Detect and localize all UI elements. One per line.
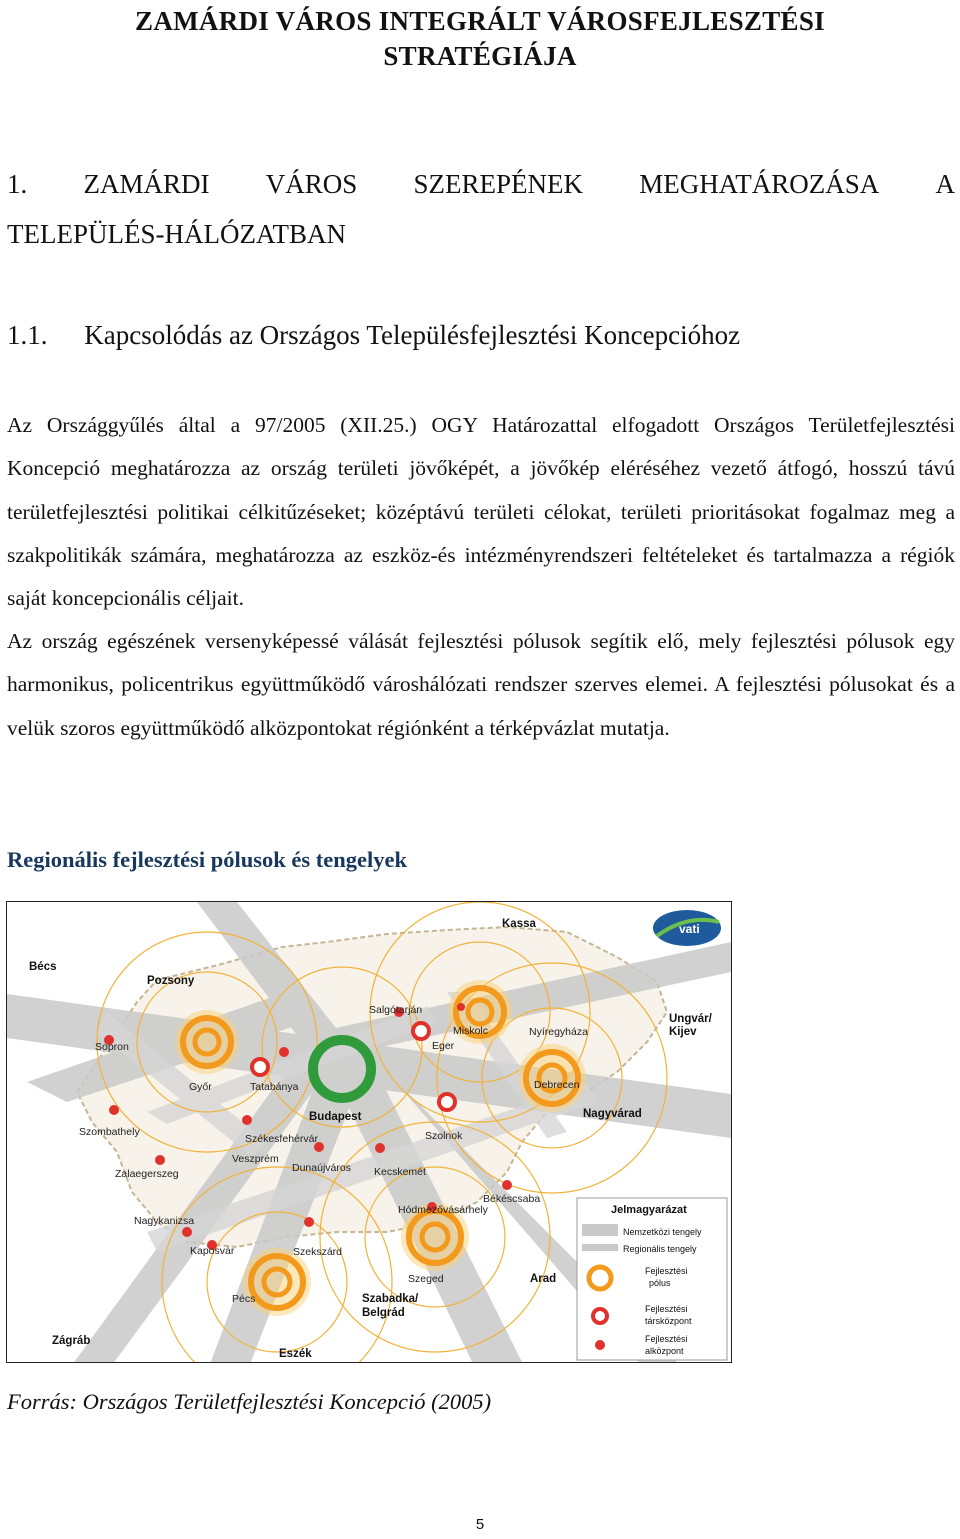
city-tatabanya: Tatabánya [250,1081,299,1093]
figure-source: Forrás: Országos Területfejlesztési Koncepció (2005) [7,1389,492,1414]
city-eger: Eger [432,1040,455,1052]
city-szabadka: Szabadka/ [362,1293,419,1305]
city-ungvar: Ungvár/ [669,1013,712,1025]
section-heading-line-2: TELEPÜLÉS-HÁLÓZATBAN [7,219,346,249]
city-hodmezovasarhely: Hódmezővásárhely [398,1204,488,1216]
paragraph-2: Az ország egészének versenyképessé válását fejlesztési pólusok segítik elő, mely fejlesztési pólusok egy harmonikus, policentrikus együttműködő városhálózati rendszer szerves elemei. A fejlesztési pólusokat és a velük szoros együttműködő alközpontokat régiónként a térképvázlat mutatja. [7,629,955,740]
city-belgrad: Belgrád [362,1307,405,1319]
city-pozsony: Pozsony [147,975,195,987]
city-kassa: Kassa [502,918,536,930]
header-line-2: STRATÉGIÁJA [383,41,577,71]
city-szombathely: Szombathely [79,1126,140,1138]
city-nagykanizsa: Nagykanizsa [134,1215,195,1227]
legend-pole-line2: pólus [649,1278,671,1288]
heading-word: MEGHATÁROZÁSA [639,169,880,199]
legend-title: Jelmagyarázat [611,1204,687,1216]
legend-copole-line2: társközpont [645,1316,692,1326]
city-kijev: Kijev [669,1026,697,1038]
pole-pecs [243,1248,311,1316]
legend-reg-axis: Regionális tengely [623,1244,697,1254]
city-arad: Arad [530,1273,557,1285]
city-veszprem: Veszprém [232,1153,279,1165]
city-szekszard: Szekszárd [293,1246,343,1258]
regional-poles-map [6,901,732,1363]
city-budapest: Budapest [309,1111,362,1123]
map-legend [577,1198,727,1360]
city-salgotarjan: Salgótarján [369,1004,423,1016]
heading-word: ZAMÁRDI [83,169,210,199]
city-zalaegerszeg: Zalaegerszeg [115,1168,179,1180]
city-szolnok: Szolnok [425,1130,463,1142]
pole-gyor [175,1010,239,1074]
legend-pole-line1: Fejlesztési [645,1266,688,1276]
legend-sub-line1: Fejlesztési [645,1334,688,1344]
city-sopron: Sopron [95,1041,129,1053]
page-number: 5 [475,1516,485,1533]
subsection-title: Kapcsolódás az Országos Településfejlesztési Koncepcióhoz [84,320,741,350]
legend-intl-axis: Nemzetközi tengely [623,1227,702,1237]
city-dunaujvaros: Dunaújváros [292,1162,351,1174]
city-becs: Bécs [29,961,57,973]
section-heading [7,171,955,248]
subsection-heading [7,320,740,351]
city-bekescsaba: Békéscsaba [483,1193,541,1205]
pole-debrecen [518,1044,586,1112]
city-szekesfehervar: Székesfehérvár [245,1133,318,1145]
city-eszek: Eszék [279,1348,312,1360]
heading-word: SZEREPÉNEK [413,169,583,199]
subsection-number: 1.1. [7,320,48,350]
document-header [0,6,960,72]
city-szeged: Szeged [408,1273,444,1285]
city-kaposvar: Kaposvár [190,1245,235,1257]
paragraph-1: Az Országgyűlés által a 97/2005 (XII.25.) OGY Határozattal elfogadott Országos Területfejlesztési Koncepció meghatározza az ország területi jövőképét, a jövőkép eléréséhez vezető átfogó, hosszú távú területfejlesztési politikai célkitűzéseket; középtávú területi célokat, területi prioritásokat fogalmaz meg a szakpolitikák számára, meghatározza az eszköz-és intézményrendszeri feltételeket és tartalmazza a régiók saját koncepcionális céljait. [7,413,955,611]
city-debrecen: Debrecen [534,1079,580,1091]
heading-word: A [935,169,955,199]
city-zagrab: Zágráb [52,1335,91,1347]
vati-logo [653,910,721,946]
city-kecskemet: Kecskemét [374,1166,426,1178]
city-nyiregyhaza: Nyíregyháza [529,1026,588,1038]
city-nagyvarad: Nagyvárad [583,1108,642,1120]
city-miskolc: Miskolc [453,1025,489,1037]
header-line-1: ZAMÁRDI VÁROS INTEGRÁLT VÁROSFEJLESZTÉSI [135,6,825,36]
logo-text: vati [679,922,700,936]
section-heading-line-1 [7,171,955,198]
legend-copole-line1: Fejlesztési [645,1304,688,1314]
city-pecs: Pécs [232,1293,256,1305]
city-gyor: Győr [189,1081,212,1093]
legend-sub-line2: alközpont [645,1346,684,1356]
figure-title: Regionális fejlesztési pólusok és tengelyek [7,847,407,872]
heading-word: VÁROS [265,169,358,199]
section-heading-number: 1. [7,169,28,199]
